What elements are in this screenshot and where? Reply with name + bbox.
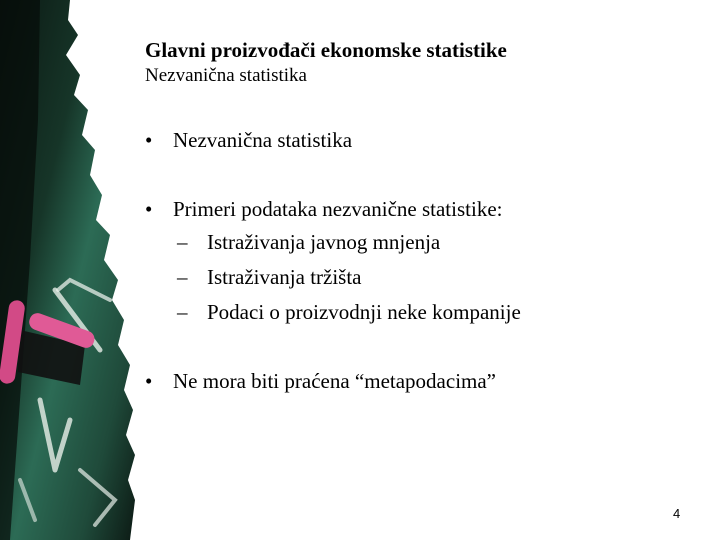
slide-title: Glavni proizvođači ekonomske statistike xyxy=(145,38,507,62)
dash-icon: – xyxy=(177,300,188,324)
sub-list-item xyxy=(177,229,440,255)
chalkboard-image xyxy=(0,0,135,540)
page-number: 4 xyxy=(673,506,681,521)
bullet-text: Ne mora biti praćena “metapodacima” xyxy=(173,369,496,393)
bullet-icon: • xyxy=(145,128,153,152)
title-block xyxy=(145,36,507,88)
bullet-text: Nezvanična statistika xyxy=(173,128,353,152)
list-item xyxy=(145,368,496,394)
sub-list-item xyxy=(177,264,362,290)
slide-subtitle: Nezvanična statistika xyxy=(145,65,307,86)
bullet-icon: • xyxy=(145,369,153,393)
sub-bullet-text: Istraživanja javnog mnjenja xyxy=(207,230,441,254)
bullet-text: Primeri podataka nezvanične statistike: xyxy=(173,197,503,221)
dash-icon: – xyxy=(177,230,188,254)
list-item xyxy=(145,127,352,153)
list-item xyxy=(145,196,502,222)
dash-icon: – xyxy=(177,265,188,289)
sub-list-item xyxy=(177,299,521,325)
sub-bullet-text: Podaci o proizvodnji neke kompanije xyxy=(207,300,521,324)
bullet-icon: • xyxy=(145,197,153,221)
sub-bullet-text: Istraživanja tržišta xyxy=(207,265,362,289)
